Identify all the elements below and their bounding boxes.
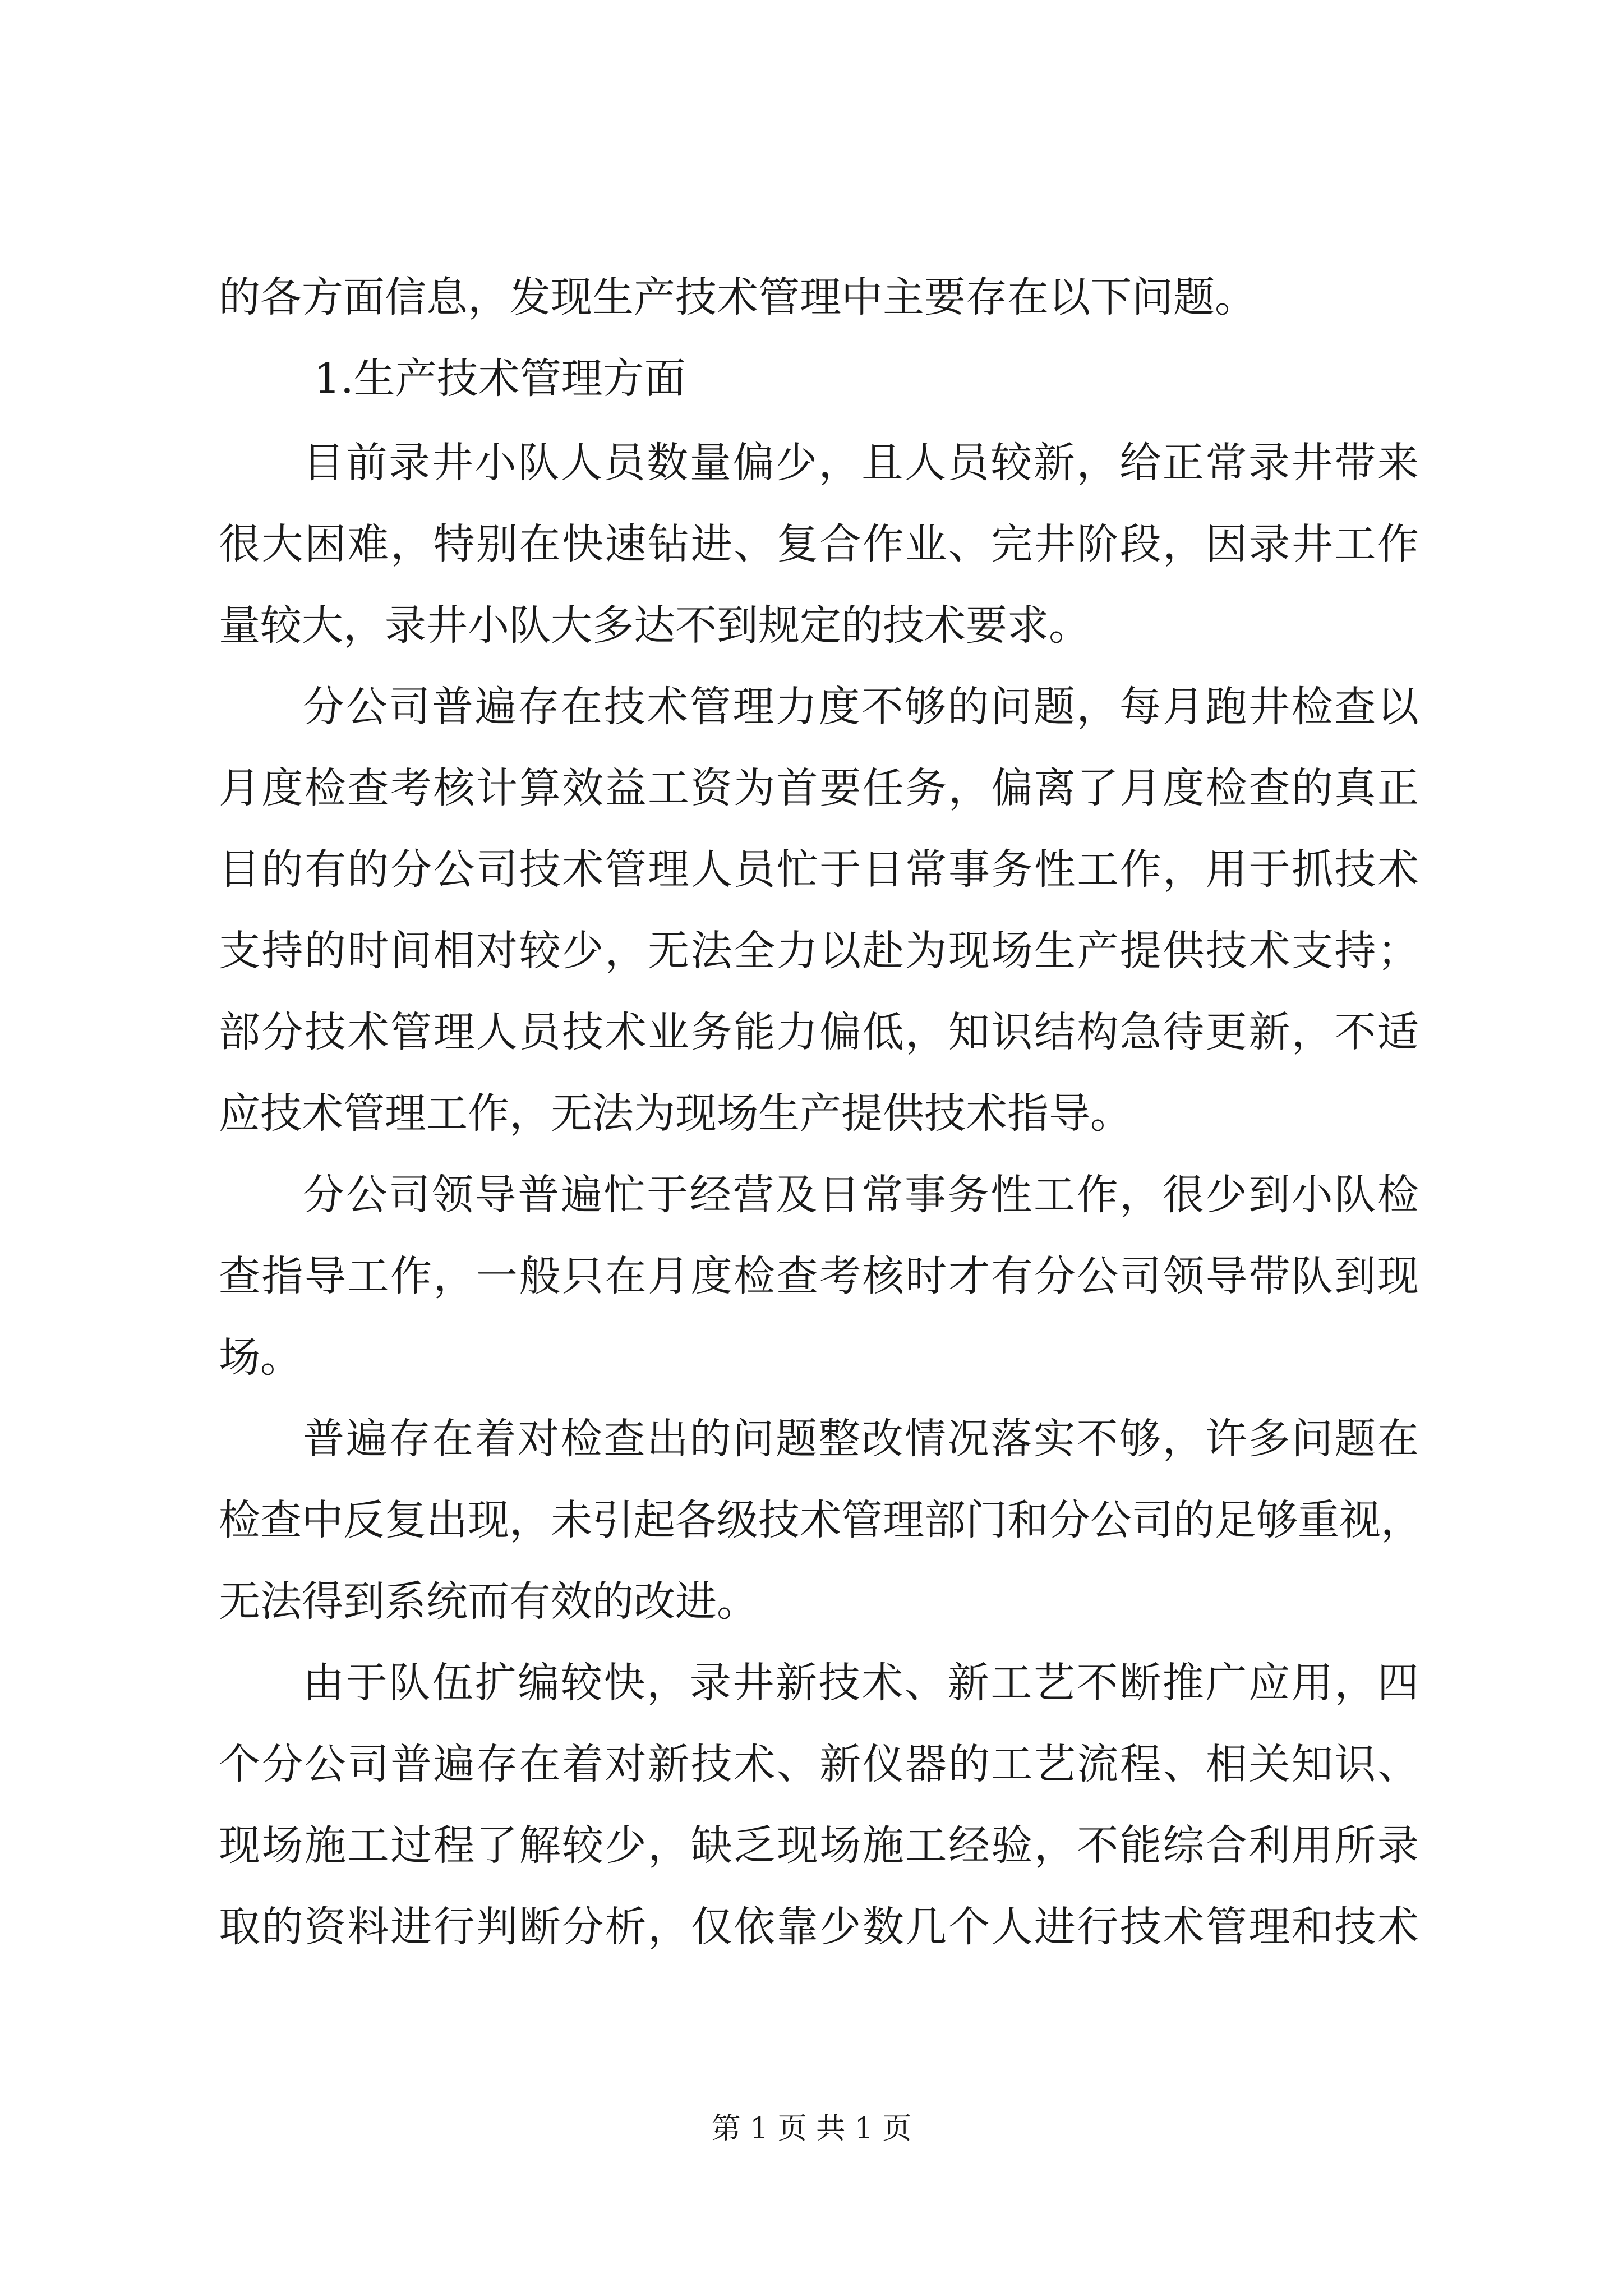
text-line: 的各方面信息，发现生产技术管理中主要存在以下问题。	[219, 273, 1256, 321]
text-line: 分公司普遍存在技术管理力度不够的问题，每月跑井检查以	[303, 683, 1419, 731]
text-line: 应技术管理工作，无法为现场生产提供技术指导。	[219, 1089, 1132, 1138]
text-line: 支持的时间相对较少，无法全力以赴为现场生产提供技术支持；	[219, 927, 1419, 975]
text-line: 很大困难，特别在快速钻进、复合作业、完井阶段，因录井工作	[219, 520, 1419, 568]
text-line: 目前录井小队人员数量偏少，且人员较新，给正常录井带来	[303, 439, 1419, 487]
text-line: 检查中反复出现，未引起各级技术管理部门和分公司的足够重视，	[219, 1496, 1422, 1544]
text-line: 分公司领导普遍忙于经营及日常事务性工作，很少到小队检	[303, 1171, 1419, 1219]
text-line: 由于队伍扩编较快，录井新技术、新工艺不断推广应用，四	[303, 1659, 1419, 1707]
text-line: 无法得到系统而有效的改进。	[219, 1577, 758, 1626]
text-line: 目的有的分公司技术管理人员忙于日常事务性工作，用于抓技术	[219, 845, 1419, 894]
text-line: 场。	[219, 1333, 302, 1382]
text-line: 个分公司普遍存在着对新技术、新仪器的工艺流程、相关知识、	[219, 1740, 1419, 1788]
text-line: 普遍存在着对检查出的问题整改情况落实不够，许多问题在	[303, 1415, 1419, 1463]
section-heading: 1.生产技术管理方面	[314, 355, 686, 403]
text-line: 量较大，录井小队大多达不到规定的技术要求。	[219, 601, 1090, 650]
text-line: 现场施工过程了解较少，缺乏现场施工经验，不能综合利用所录	[219, 1821, 1419, 1870]
text-line: 取的资料进行判断分析，仅依靠少数几个人进行技术管理和技术	[219, 1903, 1419, 1951]
text-line: 查指导工作，一般只在月度检查考核时才有分公司领导带队到现	[219, 1252, 1419, 1300]
page-footer: 第 1 页 共 1 页	[711, 2112, 912, 2146]
text-line: 部分技术管理人员技术业务能力偏低，知识结构急待更新，不适	[219, 1008, 1419, 1056]
text-line: 月度检查考核计算效益工资为首要任务，偏离了月度检查的真正	[219, 764, 1419, 812]
